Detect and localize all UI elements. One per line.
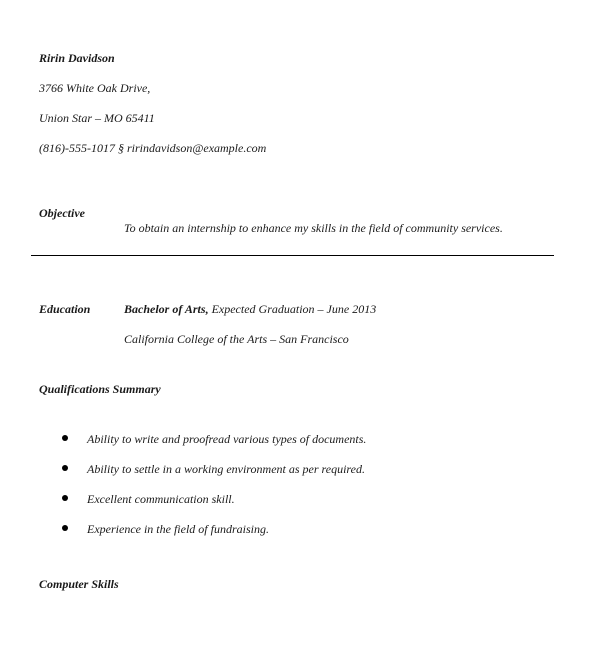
education-heading: Education	[39, 302, 91, 316]
list-item: Excellent communication skill.	[87, 492, 235, 506]
section-divider	[31, 255, 554, 256]
list-item: Ability to settle in a working environment as per required.	[87, 462, 365, 476]
bullet-icon	[62, 435, 68, 441]
education-school: California College of the Arts – San Francisco	[124, 332, 349, 346]
bullet-icon	[62, 525, 68, 531]
applicant-name: Ririn Davidson	[39, 51, 115, 65]
list-item: Ability to write and proofread various types of documents.	[87, 432, 367, 446]
computer-skills-heading: Computer Skills	[39, 577, 119, 591]
education-degree-line	[124, 302, 376, 316]
bullet-icon	[62, 495, 68, 501]
bullet-icon	[62, 465, 68, 471]
education-degree: Bachelor of Arts,	[124, 302, 209, 316]
contact-line: (816)-555-1017 § ririndavidson@example.com	[39, 141, 267, 155]
objective-text: To obtain an internship to enhance my skills in the field of community services.	[124, 221, 503, 235]
list-item: Experience in the field of fundraising.	[87, 522, 269, 536]
address-line-2: Union Star – MO 65411	[39, 111, 155, 125]
address-line-1: 3766 White Oak Drive,	[39, 81, 151, 95]
objective-heading: Objective	[39, 206, 85, 220]
qualifications-heading: Qualifications Summary	[39, 382, 161, 396]
education-graduation: Expected Graduation – June 2013	[208, 302, 377, 316]
